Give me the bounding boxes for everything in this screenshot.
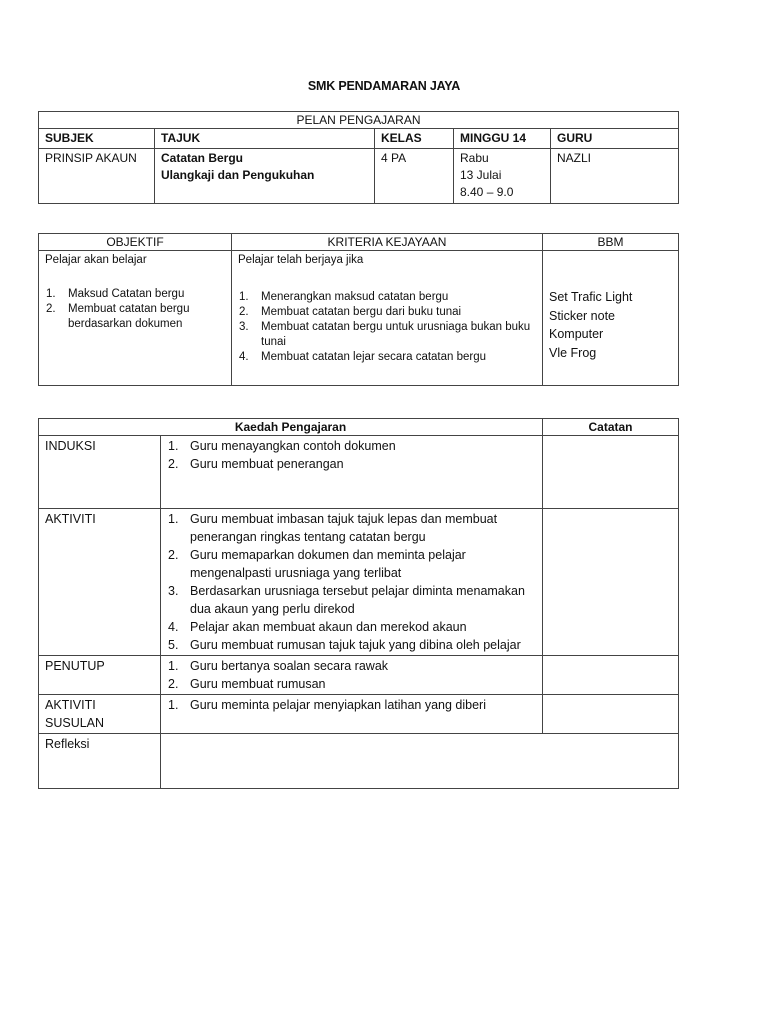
list-item: 2. Membuat catatan bergu berdasarkan dokumen <box>46 303 190 330</box>
method-table <box>38 418 679 789</box>
tajuk-line: Catatan Bergu <box>161 151 244 165</box>
objectives-table <box>38 233 679 386</box>
list-item: 2. Guru membuat penerangan <box>168 457 344 471</box>
tajuk-value <box>155 149 375 204</box>
list-item: 2. Guru memaparkan dokumen dan meminta pelajar mengenalpasti urusniaga yang terlibat <box>168 548 466 580</box>
plan-heading: PELAN PENGAJARAN <box>39 112 679 129</box>
kelas-value: 4 PA <box>375 149 454 204</box>
kriteria-list <box>238 290 536 365</box>
kriteria-intro: Pelajar telah berjaya jika <box>238 254 364 266</box>
catatan-cell <box>543 509 679 656</box>
catatan-cell <box>543 656 679 695</box>
list-item: 1. Maksud Catatan bergu <box>46 288 185 300</box>
list-item: 4. Membuat catatan lejar secara catatan bergu <box>239 351 487 363</box>
bbm-item: Sticker note <box>549 308 616 323</box>
row-label-refleksi: Refleksi <box>39 734 161 789</box>
header-kriteria: KRITERIA KEJAYAAN <box>232 234 543 251</box>
header-guru: GURU <box>551 129 679 149</box>
guru-value: NAZLI <box>551 149 679 204</box>
list-item: 1. Menerangkan maksud catatan bergu <box>239 291 449 303</box>
header-minggu: MINGGU 14 <box>454 129 551 149</box>
minggu-date: 13 Julai <box>460 168 502 182</box>
list-item: 3. Berdasarkan urusniaga tersebut pelajar diminta menamakan dua akaun yang perlu direkod <box>168 584 525 616</box>
header-catatan: Catatan <box>543 419 679 436</box>
list-item: 3. Membuat catatan bergu untuk urusniaga bukan buku tunai <box>239 321 531 348</box>
list-item: 5. Guru membuat rumusan tajuk tajuk yang dibina oleh pelajar <box>168 638 521 652</box>
list-item: 1. Guru membuat imbasan tajuk tajuk lepas dan membuat penerangan ringkas tentang catatan bergu <box>168 512 498 544</box>
objektif-intro: Pelajar akan belajar <box>45 254 147 266</box>
row-label-aktiviti-susulan: AKTIVITI SUSULAN <box>39 695 161 734</box>
row-label-penutup: PENUTUP <box>39 656 161 695</box>
header-bbm: BBM <box>543 234 679 251</box>
header-kelas: KELAS <box>375 129 454 149</box>
aktiviti-cell <box>161 509 543 656</box>
list-item: 2. Guru membuat rumusan <box>168 677 326 691</box>
list-item: 1. Guru menayangkan contoh dokumen <box>168 439 396 453</box>
induksi-cell <box>161 436 543 509</box>
list-item: 2. Membuat catatan bergu dari buku tunai <box>239 306 462 318</box>
tajuk-line: Ulangkaji dan Pengukuhan <box>161 168 315 182</box>
objektif-list <box>45 287 225 332</box>
row-label-induksi: INDUKSI <box>39 436 161 509</box>
header-objektif: OBJEKTIF <box>39 234 232 251</box>
minggu-value <box>454 149 551 204</box>
list-item: 1. Guru meminta pelajar menyiapkan latihan yang diberi <box>168 698 486 712</box>
minggu-time: 8.40 – 9.0 <box>460 185 514 199</box>
header-tajuk: TAJUK <box>155 129 375 149</box>
aktiviti-susulan-cell <box>161 695 543 734</box>
bbm-cell <box>543 251 679 386</box>
refleksi-cell <box>161 734 679 789</box>
row-label-aktiviti: AKTIVITI <box>39 509 161 656</box>
penutup-cell <box>161 656 543 695</box>
header-kaedah: Kaedah Pengajaran <box>39 419 543 436</box>
school-title: SMK PENDAMARAN JAYA <box>307 79 461 93</box>
objektif-cell <box>39 251 232 386</box>
minggu-day: Rabu <box>460 151 489 165</box>
bbm-item: Komputer <box>549 327 604 341</box>
catatan-cell <box>543 695 679 734</box>
list-item: 1. Guru bertanya soalan secara rawak <box>168 659 389 673</box>
bbm-item: Set Trafic Light <box>549 290 633 304</box>
catatan-cell <box>543 436 679 509</box>
list-item: 4. Pelajar akan membuat akaun dan merekod akaun <box>168 620 467 634</box>
lesson-plan-table <box>38 111 679 204</box>
header-subjek: SUBJEK <box>39 129 155 149</box>
subjek-value: PRINSIP AKAUN <box>39 149 155 204</box>
bbm-item: Vle Frog <box>549 345 597 360</box>
kriteria-cell <box>232 251 543 386</box>
